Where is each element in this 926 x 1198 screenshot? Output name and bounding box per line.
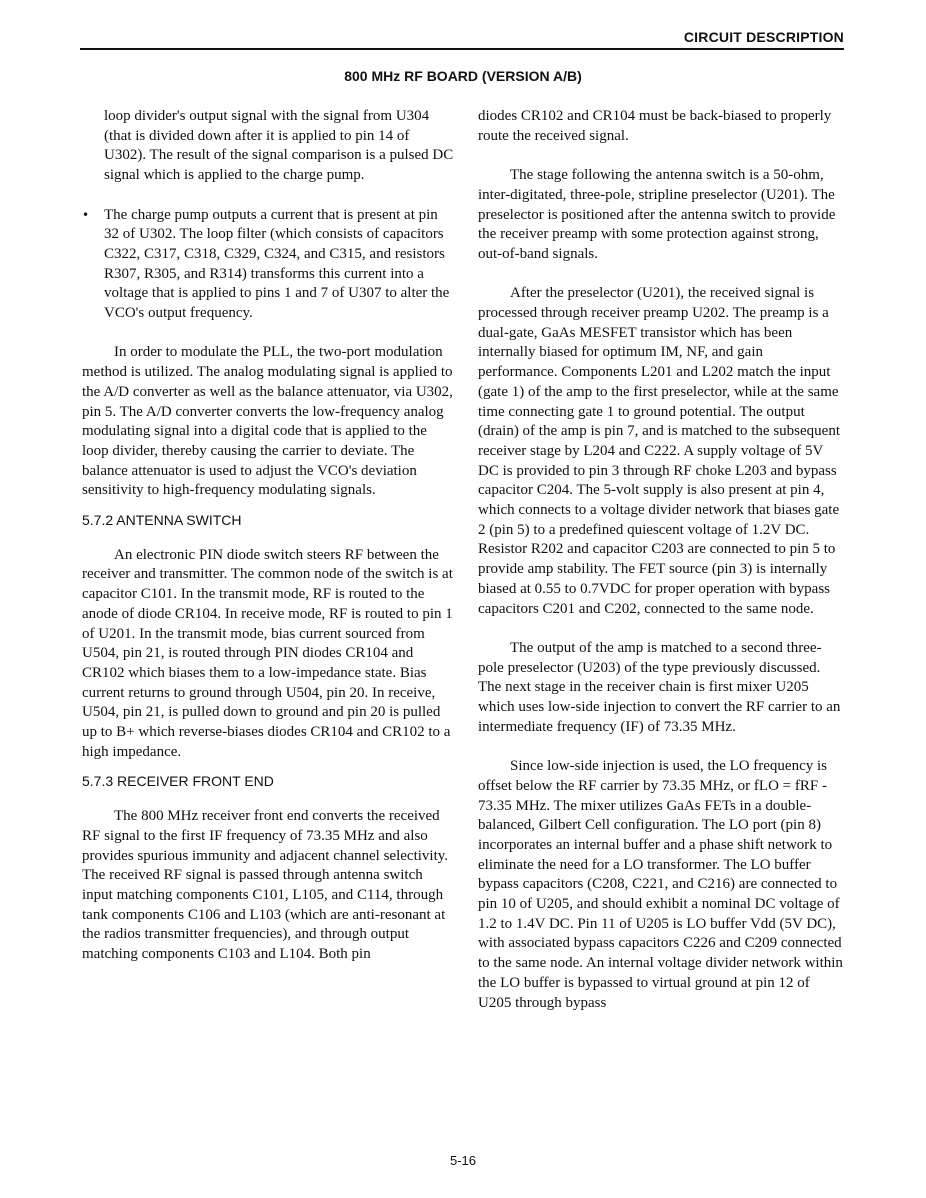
paragraph-gap bbox=[478, 265, 846, 285]
paragraph-preamp: After the preselector (U201), the received signal is processed through receiver preamp U202. The preamp is a dual-gate, GaAs MESFET transistor which has been internally biased for optimum IM, NF, and gain performance. Components L201 and L202 match the input (gate 1) of the amp to the first preselector, while at the same time connecting gate 1 to ground potential. The output (drain) of the amp is pin 7, and is matched to the subsequent receiver stage by L204 and C222. A supply voltage of 5V DC is provided to pin 3 through RF choke L203 and bypass capacitor C204. The 5-volt supply is also present at pin 4, which connects to a voltage divider network that biases gate 2 (pin 5) to a predefined quiescent voltage of 1.2V DC. Resistor R202 and capacitor C203 are connected to pin 5 to provide amp stability. The FET source (pin 3) is internally biased at 0.55 to 0.7VDC for proper operation with bypass capacitors C201 and C202, connected to the same node. bbox=[478, 285, 840, 617]
heading-gap bbox=[82, 501, 454, 511]
paragraph-lo: Since low-side injection is used, the LO frequency is offset below the RF carrier by 73.35 MHz, or fLO = fRF - 73.35 MHz. The mixer utilizes GaAs FETs in a double-balanced, Gilbert Cell configuration. The LO port (pin 8) incorporates an internal buffer and a phase shift network to eliminate the need for a LO transformer. The LO buffer bypass capacitors (C208, C221, and C216) are connected to pin 10 of U205, and should exhibit a nominal DC voltage of 1.2 to 1.4V DC. Pin 11 of U205 is LO buffer Vdd (5V DC), with associated bypass capacitors C226 and C209 connected to the same node. An internal voltage divider network within the LO buffer is bypassed to virtual ground at pin 12 of U205 through bypass bbox=[478, 758, 843, 1011]
paragraph-continuation: loop divider's output signal with the signal from U304 (that is divided down after it is applied to pin 14 of U302). The result of the signal comparison is a pulsed DC signal which is applied to the charge pump. bbox=[104, 108, 454, 184]
heading-gap bbox=[82, 792, 454, 807]
bullet-text: The charge pump outputs a current that is present at pin 32 of U302. The loop filter (which consists of capacitors C322, C317, C318, C329, C324, and C315, and resistors R307, R305, and R314) transforms this current into a voltage that is applied to pins 1 and 7 of U307 to alter the VCO's output frequency. bbox=[104, 206, 450, 322]
paragraph-receiver-front-end: The 800 MHz receiver front end converts the received RF signal to the first IF frequency of 73.35 MHz and also provides spurious immunity and adjacent channel selectivity. The received RF signal is passed through antenna switch input matching components C101, L105, and C114, through tank components C106 and L103 (which are anti-resonant at the radios transmitter frequencies), and through output matching components C103 and L104. Both pin bbox=[82, 808, 449, 963]
paragraph-gap bbox=[82, 186, 454, 206]
heading-gap bbox=[82, 531, 454, 546]
paragraph-gap bbox=[478, 737, 846, 757]
bullet-icon: • bbox=[82, 207, 90, 222]
paragraph-gap bbox=[82, 324, 454, 344]
heading-gap bbox=[82, 762, 454, 772]
paragraph-mixer: The output of the amp is matched to a second three-pole preselector (U203) of the type previously discussed. The next stage in the receiver chain is first mixer U205 which uses low-side injection to convert the RF carrier to an intermediate frequency (IF) of 73.35 MHz. bbox=[478, 639, 841, 735]
left-column bbox=[82, 107, 454, 965]
paragraph-antenna-switch: An electronic PIN diode switch steers RF between the receiver and transmitter. The common node of the switch is at capacitor C101. In the transmit mode, RF is routed to the anode of diode CR104. In receive mode, RF is routed to pin 1 of U201. In the transmit mode, bias current sourced from U504, pin 21, is routed through PIN diodes CR104 and CR102 which biases them to a low-impedance state. Bias current returns to ground through U504, pin 20. In receive, U504, pin 21, is pulled down to ground and pin 20 is pulled up to B+ which reverse-biases diodes CR104 and CR102 to a high impedance. bbox=[82, 546, 453, 760]
paragraph-preselector: The stage following the antenna switch is a 50-ohm, inter-digitated, three-pole, stripline preselector (U201). The preselector is positioned after the antenna switch to provide the receiver preamp with some protection against strong, out-of-band signals. bbox=[478, 167, 836, 262]
running-header: CIRCUIT DESCRIPTION bbox=[683, 29, 844, 45]
page-number: 5-16 bbox=[449, 1153, 477, 1168]
paragraph-continuation: diodes CR102 and CR104 must be back-biased to properly route the received signal. bbox=[478, 108, 832, 144]
header-rule bbox=[80, 48, 844, 50]
heading-receiver-front-end: 5.7.3 RECEIVER FRONT END bbox=[82, 773, 274, 790]
paragraph-modulation: In order to modulate the PLL, the two-port modulation method is utilized. The analog modulating signal is applied to the A/D converter as well as the balance attenuator, via U302, pin 5. The A/D converter converts the low-frequency analog modulating signal into a digital code that is applied to the loop divider, thereby causing the carrier to deviate. The balance attenuator is used to adjust the VCO's deviation sensitivity to high-frequency modulating signals. bbox=[82, 344, 453, 499]
paragraph-gap bbox=[478, 146, 846, 166]
heading-antenna-switch: 5.7.2 ANTENNA SWITCH bbox=[82, 512, 242, 529]
right-column bbox=[478, 107, 846, 1013]
bullet-item bbox=[82, 206, 454, 324]
paragraph-gap bbox=[478, 619, 846, 639]
page-title: 800 MHz RF BOARD (VERSION A/B) bbox=[344, 68, 582, 84]
